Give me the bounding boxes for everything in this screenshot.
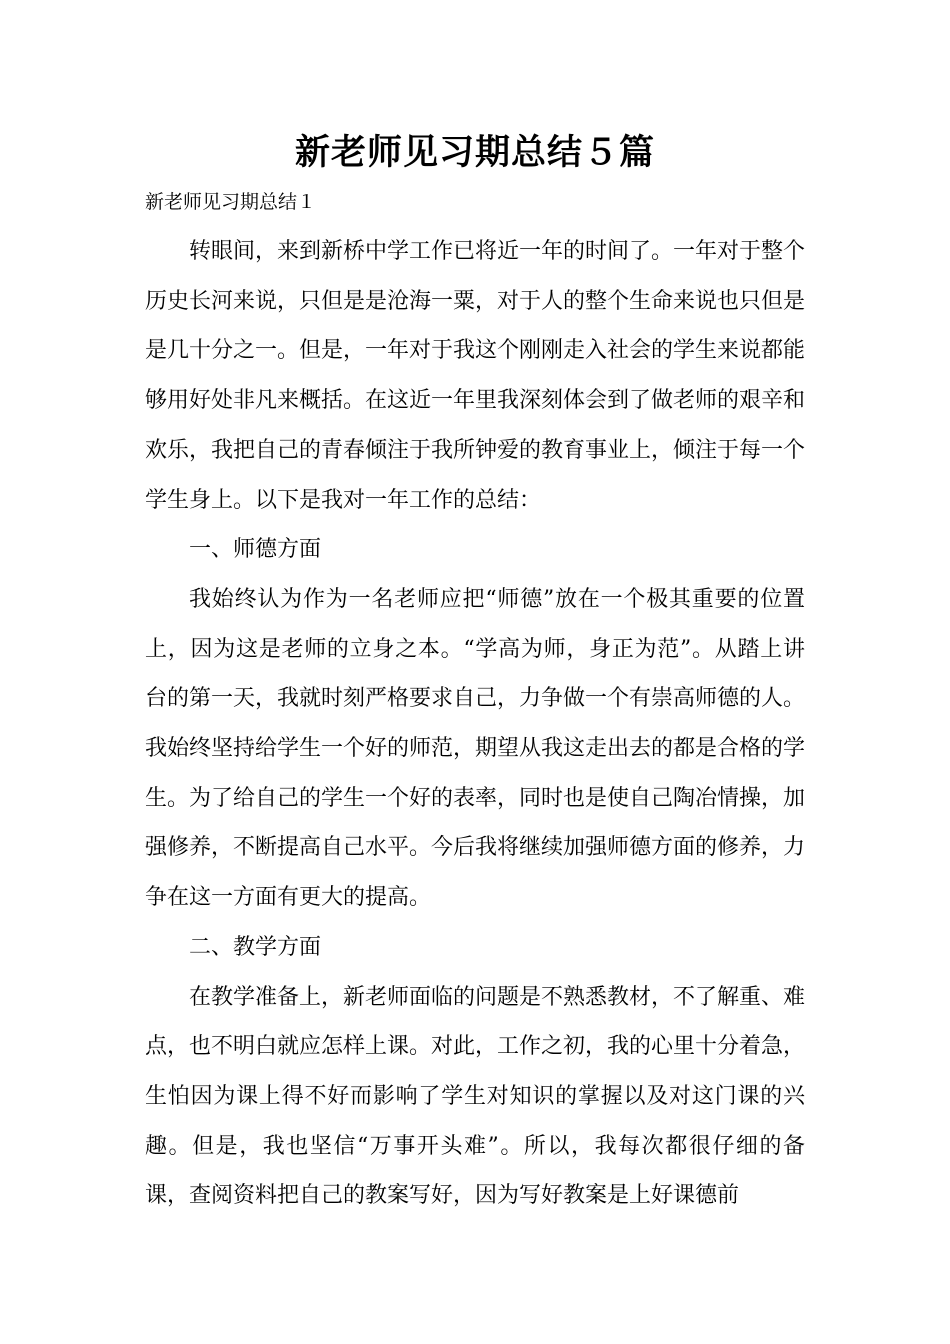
paragraph-teaching: 在教学准备上，新老师面临的问题是不熟悉教材，不了解重、难点，也不明白就应怎样上课。对此，工作之初，我的心里十分着急，生怕因为课上得不好而影响了学生对知识的掌握以及对这门课的兴趣。但是，我也坚信“万事开头难”。所以，我每次都很仔细的备课，查阅资料把自己的教案写好，因为写好教案是上好课德前 (145, 984, 806, 1209)
section-heading-ethics: 一、师德方面 (189, 537, 322, 563)
paragraph-ethics: 我始终认为作为一名老师应把“师德”放在一个极其重要的位置上，因为这是老师的立身之本。“学高为师，身正为范”。从踏上讲台的第一天，我就时刻严格要求自己，力争做一个有崇高师德的人。我始终坚持给学生一个好的师范，期望从我这走出去的都是合格的学生。为了给自己的学生一个好的表率，同时也是使自己陶冶情操，加强修养，不断提高自己水平。今后我将继续加强师德方面的修养，力争在这一方面有更大的提高。 (145, 586, 806, 911)
paragraph-intro: 转眼间，来到新桥中学工作已将近一年的时间了。一年对于整个历史长河来说，只但是是沧海一粟，对于人的整个生命来说也只但是是几十分之一。但是，一年对于我这个刚刚走入社会的学生来说都能够用好处非凡来概括。在这近一年里我深刻体会到了做老师的艰辛和欢乐，我把自己的青春倾注于我所钟爱的教育事业上，倾注于每一个学生身上。以下是我对一年工作的总结： (145, 239, 806, 513)
document-subtitle: 新老师见习期总结１ (145, 191, 317, 213)
document-title: 新老师见习期总结５篇 (294, 133, 655, 173)
section-heading-teaching: 二、教学方面 (189, 934, 322, 960)
document-body (145, 227, 805, 1221)
